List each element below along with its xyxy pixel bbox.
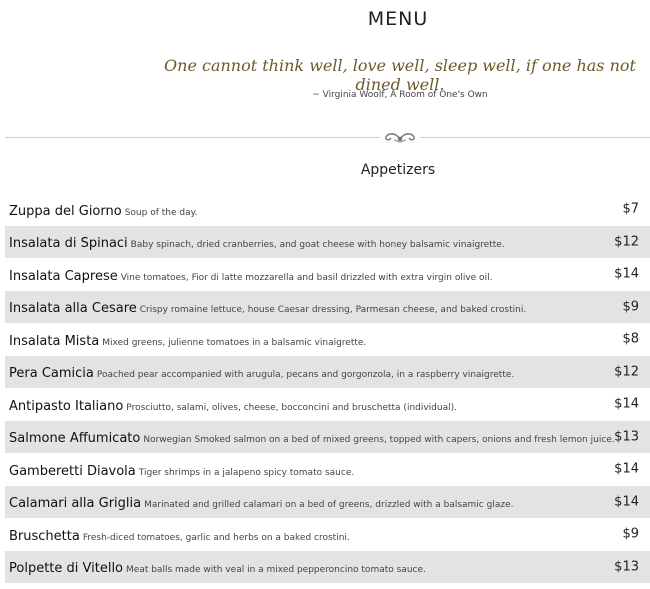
dish-price: $14 [614,266,639,282]
menu-item-text [9,492,513,511]
menu-item-row [5,518,650,551]
dish-description: Marinated and grilled calamari on a bed of greens, drizzled with a balsamic glaze. [144,500,514,511]
appetizer-list [5,193,650,583]
dish-description: Tiger shrimps in a jalapeno spicy tomato sauce. [138,467,355,478]
menu-item-row [5,323,650,356]
dish-price: $12 [614,364,639,380]
dish-description: Prosciutto, salami, olives, cheese, bocconcini and bruschetta (individual). [126,402,457,413]
dish-name: Pera Camicia [9,366,94,382]
dish-price: $12 [614,234,639,250]
dish-price: $14 [614,494,639,510]
dish-price: $14 [614,396,639,412]
dish-name: Insalata Caprese [9,268,118,284]
menu-item-row [5,486,650,519]
dish-name: Polpette di Vitello [9,561,124,577]
dish-price: $8 [622,331,639,347]
section-divider [5,137,650,138]
dish-name: Salmone Affumicato [9,431,141,447]
dish-price: $13 [614,559,639,575]
dish-name: Calamari alla Griglia [9,496,142,512]
menu-item-text [9,525,350,544]
dish-description: Fresh-diced tomatoes, garlic and herbs on a baked crostini. [82,532,350,543]
dish-description: Norwegian Smoked salmon on a bed of mixed greens, topped with capers, onions and fresh lemon juice. [143,435,615,446]
menu-item-row [5,258,650,291]
menu-item-text [9,557,426,576]
menu-item-row [5,193,650,226]
dish-name: Insalata Mista [9,333,100,349]
menu-item-row [5,453,650,486]
dish-name: Gamberetti Diavola [9,463,136,479]
menu-item-row [5,356,650,389]
dish-name: Zuppa del Giorno [9,203,122,219]
menu-quote: One cannot think well, love well, sleep well, if one has not dined well. [164,56,636,94]
dish-description: Mixed greens, julienne tomatoes in a balsamic vinaigrette. [102,337,367,348]
flourish-ornament-icon [380,130,420,144]
dish-description: Baby spinach, dried cranberries, and goat cheese with honey balsamic vinaigrette. [130,240,505,251]
menu-item-text [9,330,366,349]
section-title-appetizers: Appetizers [360,162,436,178]
menu-item-text [9,362,514,381]
dish-price: $9 [622,526,639,542]
dish-price: $9 [622,299,639,315]
menu-item-text [9,395,457,414]
dish-name: Insalata di Spinaci [9,236,128,252]
menu-item-row [5,388,650,421]
menu-item-row [5,226,650,259]
dish-description: Vine tomatoes, Fior di latte mozzarella and basil drizzled with extra virgin olive oil. [120,272,493,283]
menu-item-row [5,551,650,584]
dish-name: Antipasto Italiano [9,398,124,414]
dish-description: Crispy romaine lettuce, house Caesar dressing, Parmesan cheese, and baked crostini. [139,305,527,316]
dish-description: Meat balls made with veal in a mixed pepperoncino tomato sauce. [126,565,426,576]
menu-item-text [9,297,526,316]
dish-price: $13 [614,429,639,445]
menu-item-text [9,460,354,479]
quote-attribution: ~ Virginia Woolf, A Room of One's Own [312,90,488,100]
menu-item-row [5,421,650,454]
dish-price: $14 [614,461,639,477]
dish-description: Poached pear accompanied with arugula, pecans and gorgonzola, in a raspberry vinaigrette. [96,370,515,381]
menu-item-text [9,232,505,251]
menu-title: MENU [367,8,429,30]
menu-item-row [5,291,650,324]
dish-price: $7 [622,201,639,217]
menu-item-text [9,427,615,446]
dish-name: Insalata alla Cesare [9,301,137,317]
menu-item-text [9,200,198,219]
dish-name: Bruschetta [9,528,80,544]
dish-description: Soup of the day. [124,207,198,218]
menu-item-text [9,265,492,284]
